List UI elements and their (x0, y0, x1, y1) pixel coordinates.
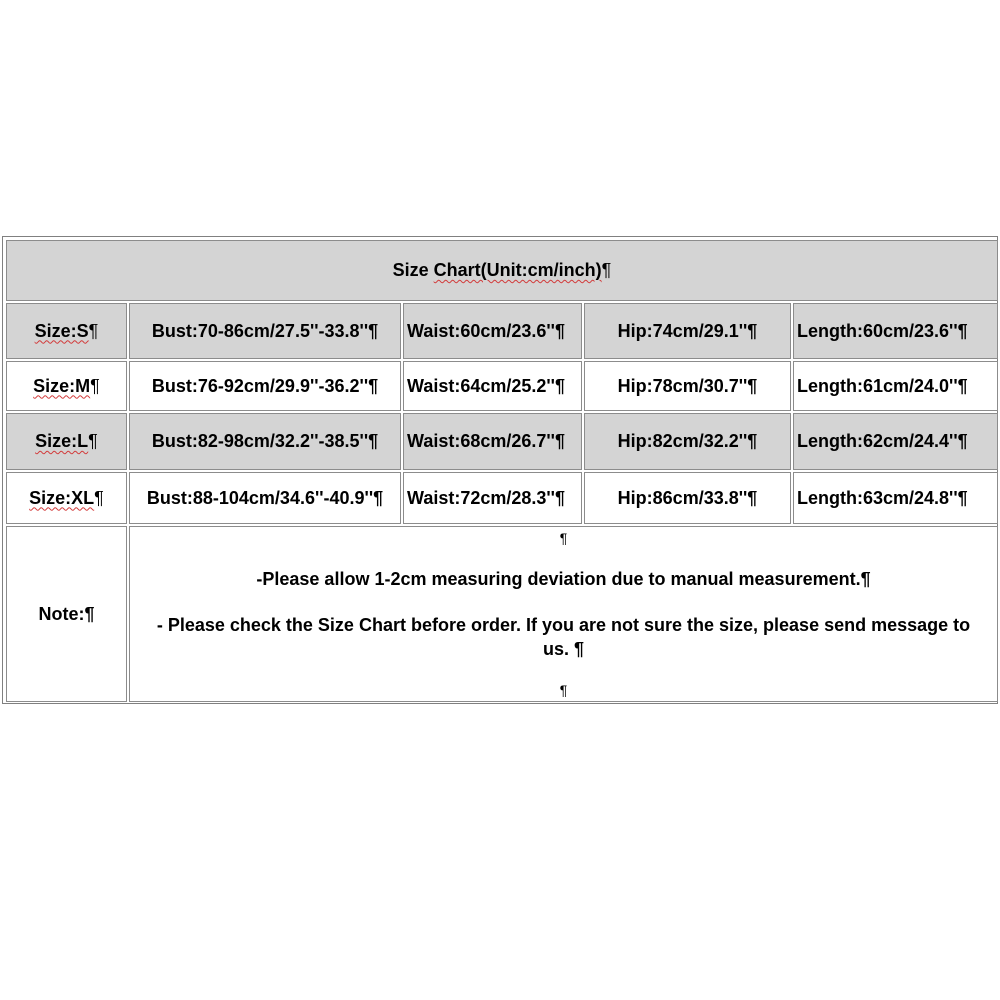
waist-value: Waist:60cm/23.6''¶ (407, 320, 565, 341)
title-prefix: Size (392, 260, 434, 280)
note-top-mark: ¶ (559, 530, 568, 546)
size-label-l (6, 413, 127, 470)
length-cell (793, 472, 998, 524)
note-content-cell (129, 526, 998, 702)
bust-value: Bust:88-104cm/34.6''-40.9''¶ (146, 487, 384, 508)
size-label-text: Size:S (34, 320, 89, 341)
bust-cell (129, 472, 401, 524)
hip-cell (584, 361, 791, 411)
title-mark: ¶ (601, 260, 612, 280)
bust-value: Bust:82-98cm/32.2''-38.5''¶ (151, 431, 379, 451)
hip-value: Hip:86cm/33.8''¶ (617, 487, 758, 508)
hip-value: Hip:82cm/32.2''¶ (617, 431, 758, 451)
title-underlined: Chart(Unit:cm/inch) (433, 260, 602, 280)
hip-cell (584, 413, 791, 470)
hip-value: Hip:78cm/30.7''¶ (617, 375, 758, 396)
size-chart-title (6, 240, 998, 301)
waist-value: Waist:72cm/28.3''¶ (407, 487, 565, 508)
note-bottom-mark: ¶ (559, 682, 568, 698)
waist-cell (403, 413, 582, 470)
note-label: Note:¶ (38, 603, 95, 624)
length-cell (793, 413, 998, 470)
size-label-mark: ¶ (88, 431, 98, 451)
note-line-2: - Please check the Size Chart before order. If you are not sure the size, please send message to us. ¶ (156, 615, 971, 659)
length-cell (793, 361, 998, 411)
size-label-text: Size:L (35, 431, 89, 451)
bust-cell (129, 413, 401, 470)
note-line-1: -Please allow 1-2cm measuring deviation due to manual measurement.¶ (256, 569, 871, 589)
waist-value: Waist:68cm/26.7''¶ (407, 431, 565, 451)
hip-value: Hip:74cm/29.1''¶ (617, 320, 758, 341)
bust-cell (129, 303, 401, 359)
size-label-m (6, 361, 127, 411)
size-label-text: Size:XL (29, 487, 95, 508)
waist-cell (403, 472, 582, 524)
size-label-mark: ¶ (94, 487, 104, 508)
waist-cell (403, 361, 582, 411)
waist-cell (403, 303, 582, 359)
size-label-s (6, 303, 127, 359)
hip-cell (584, 472, 791, 524)
size-label-mark: ¶ (90, 375, 100, 396)
bust-value: Bust:76-92cm/29.9''-36.2''¶ (151, 375, 379, 396)
hip-cell (584, 303, 791, 359)
size-label-mark: ¶ (88, 320, 99, 341)
note-label-cell (6, 526, 127, 702)
size-label-xl (6, 472, 127, 524)
length-value: Length:61cm/24.0''¶ (797, 375, 968, 396)
length-value: Length:62cm/24.4''¶ (797, 431, 968, 451)
length-value: Length:60cm/23.6''¶ (797, 320, 968, 341)
length-cell (793, 303, 998, 359)
waist-value: Waist:64cm/25.2''¶ (407, 375, 565, 396)
bust-cell (129, 361, 401, 411)
bust-value: Bust:70-86cm/27.5''-33.8''¶ (151, 320, 379, 341)
length-value: Length:63cm/24.8''¶ (797, 487, 968, 508)
size-label-text: Size:M (33, 375, 91, 396)
